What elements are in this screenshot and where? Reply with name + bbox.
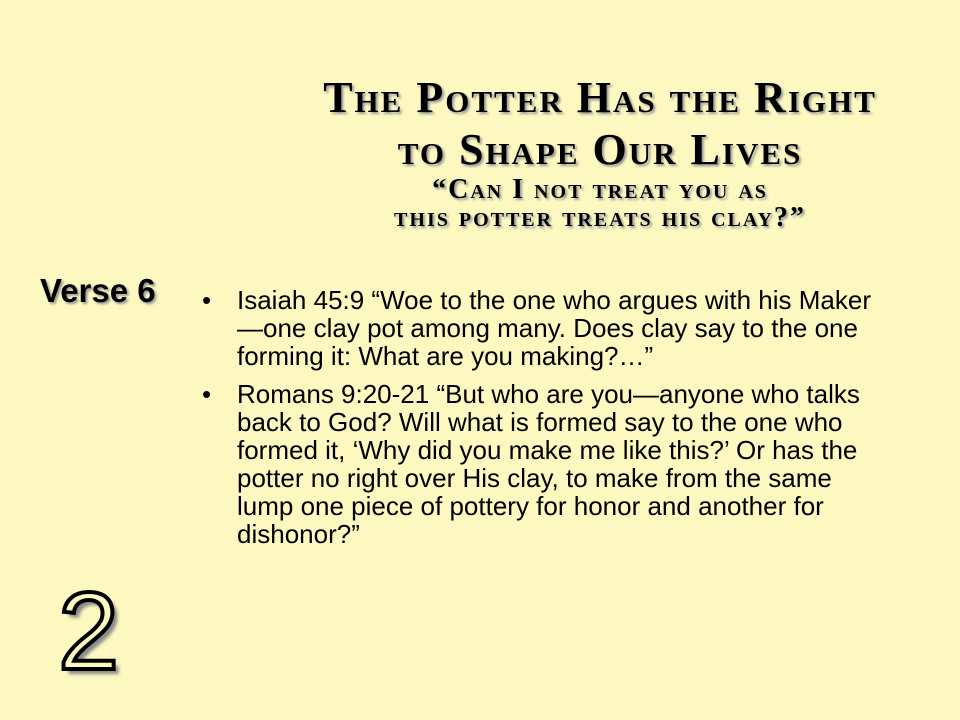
bullet-list xyxy=(200,286,890,558)
slide-number: 2 xyxy=(58,570,120,693)
title-line-1: The Potter Has the Right xyxy=(323,73,877,122)
bullet-dot-icon: • xyxy=(202,285,212,315)
subtitle-line-1: “Can I not treat you as xyxy=(432,174,768,205)
title-line-2: to Shape Our Lives xyxy=(397,125,803,174)
bullet-text-romans: Romans 9:20-21 “But who are you—anyone who talks back to God? Will what is formed say to the one who formed it, ‘Why did you make me like this?’ Or has the potter no right over His clay, to make from the same lump one piece of pottery for honor and another for dishonor?” xyxy=(237,379,860,549)
bullet-text-isaiah: Isaiah 45:9 “Woe to the one who argues with his Maker—one clay pot among many. Does clay say to the one forming it: What are you making?…” xyxy=(237,285,871,371)
verse-label: Verse 6 xyxy=(40,272,156,309)
subtitle-line-2: this potter treats his clay?” xyxy=(394,202,806,233)
bullet-item-isaiah xyxy=(200,286,890,370)
slide-title xyxy=(230,72,960,232)
bullet-item-romans xyxy=(200,380,890,548)
bullet-dot-icon: • xyxy=(202,379,212,409)
